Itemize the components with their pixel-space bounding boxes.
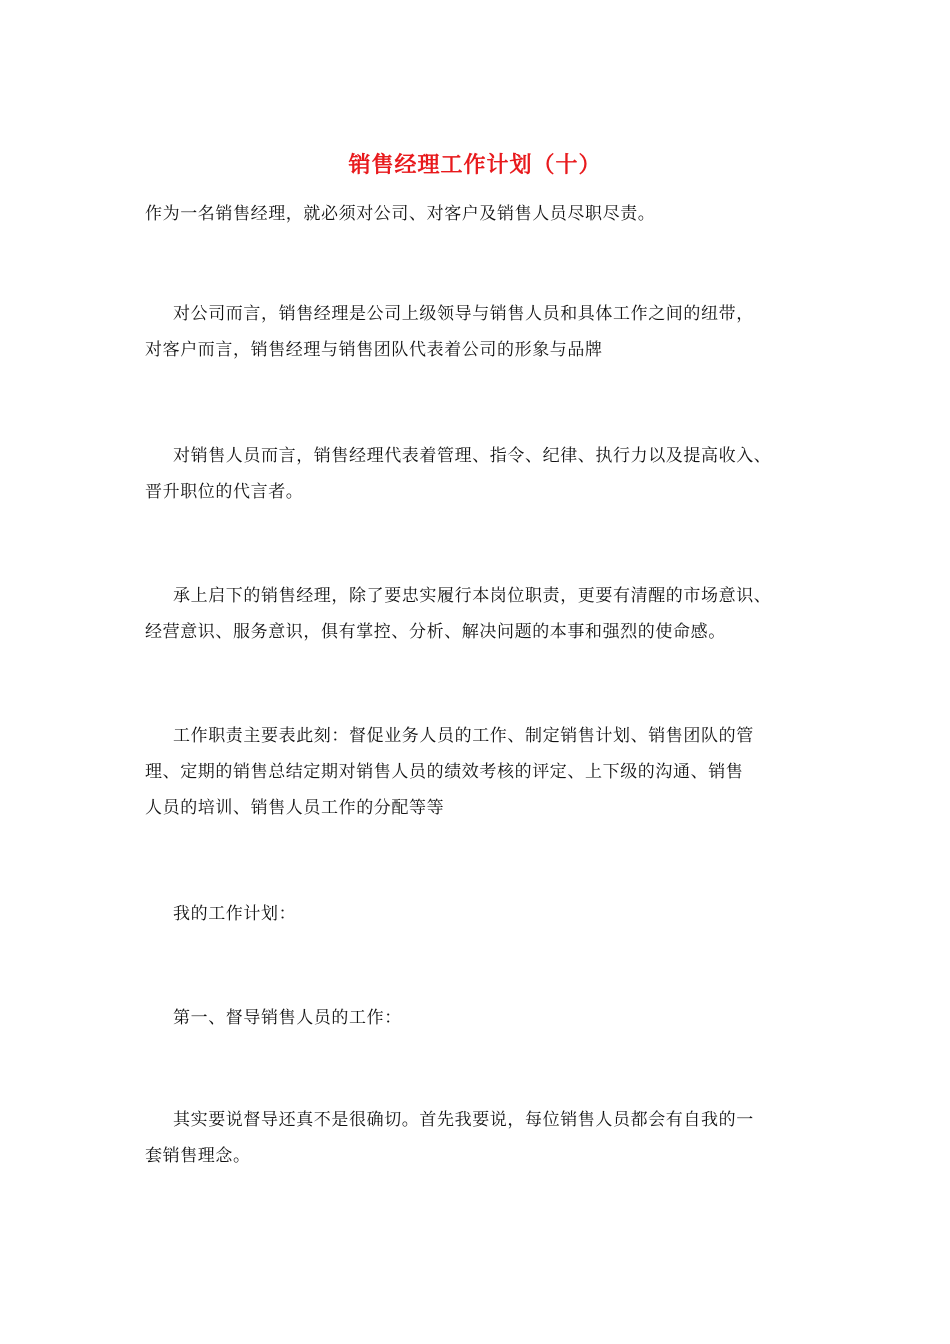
paragraph-line: 工作职责主要表此刻：督促业务人员的工作、制定销售计划、销售团队的管 <box>173 726 754 746</box>
document-title: 销售经理工作计划（十） <box>348 152 602 178</box>
paragraph-line: 经营意识、服务意识，俱有掌控、分析、解决问题的本事和强烈的使命感。 <box>145 622 726 642</box>
paragraph-7 <box>145 1000 817 1036</box>
paragraph-2 <box>145 296 817 368</box>
paragraph-line: 晋升职位的代言者。 <box>145 482 304 502</box>
paragraph-8 <box>145 1102 817 1174</box>
paragraph-line: 我的工作计划： <box>173 904 297 924</box>
paragraph-line: 理、定期的销售总结定期对销售人员的绩效考核的评定、上下级的沟通、销售 <box>145 762 744 782</box>
paragraph-line: 第一、督导销售人员的工作： <box>173 1008 402 1028</box>
paragraph-1 <box>145 196 817 232</box>
paragraph-line: 人员的培训、销售人员工作的分配等等 <box>145 798 445 818</box>
paragraph-6 <box>145 896 817 932</box>
paragraph-line: 对公司而言，销售经理是公司上级领导与销售人员和具体工作之间的纽带， <box>173 304 754 324</box>
paragraph-line: 作为一名销售经理，就必须对公司、对客户及销售人员尽职尽责。 <box>145 204 656 224</box>
paragraph-line: 对客户而言，销售经理与销售团队代表着公司的形象与品牌 <box>145 340 603 360</box>
paragraph-5 <box>145 718 817 826</box>
paragraph-4 <box>145 578 817 650</box>
paragraph-line: 其实要说督导还真不是很确切。首先我要说，每位销售人员都会有自我的一 <box>173 1110 754 1130</box>
paragraph-line: 承上启下的销售经理，除了要忠实履行本岗位职责，更要有清醒的市场意识、 <box>173 586 772 606</box>
paragraph-line: 套销售理念。 <box>145 1146 251 1166</box>
paragraph-3 <box>145 438 817 510</box>
paragraph-line: 对销售人员而言，销售经理代表着管理、指令、纪律、执行力以及提高收入、 <box>173 446 772 466</box>
